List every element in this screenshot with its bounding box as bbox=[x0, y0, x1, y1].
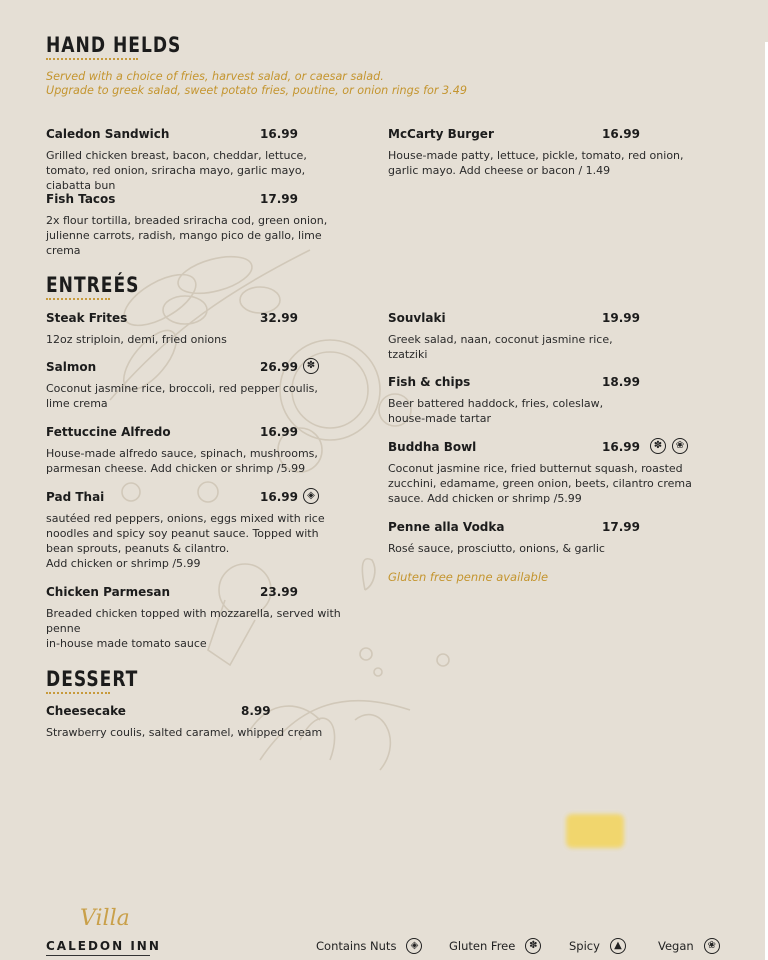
desc-line: house-made tartar bbox=[388, 412, 491, 425]
item-name: Souvlaki bbox=[388, 311, 446, 325]
item-description bbox=[46, 381, 346, 411]
item-name: Chicken Parmesan bbox=[46, 585, 171, 599]
desc-line: bean sprouts, peanuts & cilantro. bbox=[46, 542, 230, 555]
desc-line: zucchini, edamame, green onion, beets, cilantro crema bbox=[388, 477, 692, 490]
menu-item-salmon bbox=[46, 360, 346, 411]
leaf-icon: ❀ bbox=[704, 938, 720, 954]
menu-item-penne-alla-vodka bbox=[388, 520, 688, 556]
desc-line: sauce. Add chicken or shrimp /5.99 bbox=[388, 492, 582, 505]
desc-line: tzatziki bbox=[388, 348, 428, 361]
item-price: 8.99 bbox=[241, 704, 271, 718]
desc-line: Beer battered haddock, fries, coleslaw, bbox=[388, 397, 604, 410]
item-name: Fish Tacos bbox=[46, 192, 116, 206]
item-description bbox=[46, 725, 346, 740]
desc-line: garlic mayo. Add cheese or bacon / 1.49 bbox=[388, 164, 611, 177]
item-description bbox=[46, 511, 346, 571]
section-heading-handhelds: HAND HELDS bbox=[46, 33, 182, 58]
heading-underline bbox=[46, 692, 110, 694]
logo-script: Villa bbox=[80, 906, 130, 931]
desc-line: House-made alfredo sauce, spinach, mushrooms, bbox=[46, 447, 318, 460]
desc-line: tomato, red onion, sriracha mayo, garlic mayo, ciabatta bun bbox=[46, 164, 306, 192]
handhelds-note bbox=[46, 70, 467, 98]
desc-line: Greek salad, naan, coconut jasmine rice, bbox=[388, 333, 613, 346]
menu-item-pad-thai bbox=[46, 490, 346, 571]
item-price: 17.99 bbox=[260, 192, 298, 206]
desc-line: parmesan cheese. Add chicken or shrimp /5.99 bbox=[46, 462, 306, 475]
menu-item-mccarty-burger bbox=[388, 127, 688, 178]
item-price: 19.99 bbox=[602, 311, 640, 325]
item-price: 16.99 bbox=[602, 440, 640, 454]
item-description bbox=[388, 148, 688, 178]
flame-icon: ▲ bbox=[610, 938, 626, 954]
yellow-highlight-mark bbox=[566, 814, 624, 848]
item-description bbox=[388, 332, 688, 362]
item-price: 17.99 bbox=[602, 520, 640, 534]
legend-label: Gluten Free bbox=[449, 939, 516, 953]
menu-item-buddha-bowl bbox=[388, 440, 698, 506]
item-description bbox=[46, 446, 346, 476]
legend-gluten-free bbox=[449, 938, 541, 954]
heading-underline bbox=[46, 298, 110, 300]
legend-label: Spicy bbox=[569, 939, 600, 953]
legend-label: Contains Nuts bbox=[316, 939, 397, 953]
desc-line: sautéed red peppers, onions, eggs mixed with rice bbox=[46, 512, 325, 525]
item-name: Cheesecake bbox=[46, 704, 126, 718]
gluten-free-note: Gluten free penne available bbox=[388, 570, 549, 584]
item-description bbox=[388, 461, 698, 506]
item-price: 16.99 bbox=[260, 425, 298, 439]
desc-line: julienne carrots, radish, mango pico de gallo, lime crema bbox=[46, 229, 322, 257]
menu-item-caledon-sandwich bbox=[46, 127, 346, 193]
menu-item-fish-tacos bbox=[46, 192, 346, 258]
menu-item-souvlaki bbox=[388, 311, 688, 362]
logo-underline bbox=[46, 955, 150, 956]
peanut-icon: ◈ bbox=[406, 938, 422, 954]
note-line: Served with a choice of fries, harvest salad, or caesar salad. bbox=[46, 70, 384, 83]
wheat-icon: ✽ bbox=[650, 438, 666, 454]
desc-line: in-house made tomato sauce bbox=[46, 637, 207, 650]
desc-line: noodles and spicy soy peanut sauce. Topped with bbox=[46, 527, 319, 540]
wheat-icon: ✽ bbox=[525, 938, 541, 954]
desc-line: 12oz striploin, demi, fried onions bbox=[46, 333, 227, 346]
item-description bbox=[388, 396, 688, 426]
item-description bbox=[46, 332, 346, 347]
menu-item-steak-frites bbox=[46, 311, 346, 347]
item-description bbox=[46, 606, 356, 651]
item-name: Pad Thai bbox=[46, 490, 105, 504]
menu-item-chicken-parmesan bbox=[46, 585, 356, 651]
wheat-icon: ✽ bbox=[303, 358, 319, 374]
menu-item-fish-and-chips bbox=[388, 375, 688, 426]
item-price: 26.99 bbox=[260, 360, 298, 374]
item-price: 32.99 bbox=[260, 311, 298, 325]
item-name: Penne alla Vodka bbox=[388, 520, 505, 534]
desc-line: Grilled chicken breast, bacon, cheddar, lettuce, bbox=[46, 149, 307, 162]
desc-line: Coconut jasmine rice, fried butternut squash, roasted bbox=[388, 462, 683, 475]
item-description bbox=[46, 213, 346, 258]
note-line: Upgrade to greek salad, sweet potato fries, poutine, or onion rings for 3.49 bbox=[46, 84, 467, 97]
item-name: Buddha Bowl bbox=[388, 440, 477, 454]
desc-line: 2x flour tortilla, breaded sriracha cod, green onion, bbox=[46, 214, 328, 227]
item-description bbox=[388, 541, 688, 556]
section-heading-dessert: DESSERT bbox=[46, 667, 139, 692]
item-name: Fish & chips bbox=[388, 375, 471, 389]
item-price: 18.99 bbox=[602, 375, 640, 389]
desc-line: Rosé sauce, prosciutto, onions, & garlic bbox=[388, 542, 605, 555]
item-name: Fettuccine Alfredo bbox=[46, 425, 171, 439]
desc-line: Add chicken or shrimp /5.99 bbox=[46, 557, 201, 570]
section-heading-entrees: ENTREÉS bbox=[46, 273, 140, 298]
desc-line: Breaded chicken topped with mozzarella, served with penne bbox=[46, 607, 341, 635]
legend-label: Vegan bbox=[658, 939, 694, 953]
item-price: 16.99 bbox=[260, 127, 298, 141]
legend-spicy bbox=[569, 938, 626, 954]
item-name: McCarty Burger bbox=[388, 127, 494, 141]
desc-line: House-made patty, lettuce, pickle, tomato, red onion, bbox=[388, 149, 684, 162]
heading-underline bbox=[46, 58, 138, 60]
desc-line: Strawberry coulis, salted caramel, whipped cream bbox=[46, 726, 323, 739]
menu-item-cheesecake bbox=[46, 704, 346, 740]
logo-name: CALEDON INN bbox=[46, 939, 161, 953]
item-name: Salmon bbox=[46, 360, 97, 374]
leaf-icon: ❀ bbox=[672, 438, 688, 454]
item-price: 16.99 bbox=[260, 490, 298, 504]
menu-item-fettuccine-alfredo bbox=[46, 425, 346, 476]
legend-contains-nuts bbox=[316, 938, 422, 954]
desc-line: lime crema bbox=[46, 397, 108, 410]
legend-vegan bbox=[658, 938, 720, 954]
item-description bbox=[46, 148, 346, 193]
desc-line: Coconut jasmine rice, broccoli, red pepper coulis, bbox=[46, 382, 318, 395]
item-price: 23.99 bbox=[260, 585, 298, 599]
peanut-icon: ◈ bbox=[303, 488, 319, 504]
item-name: Caledon Sandwich bbox=[46, 127, 170, 141]
item-price: 16.99 bbox=[602, 127, 640, 141]
item-name: Steak Frites bbox=[46, 311, 128, 325]
